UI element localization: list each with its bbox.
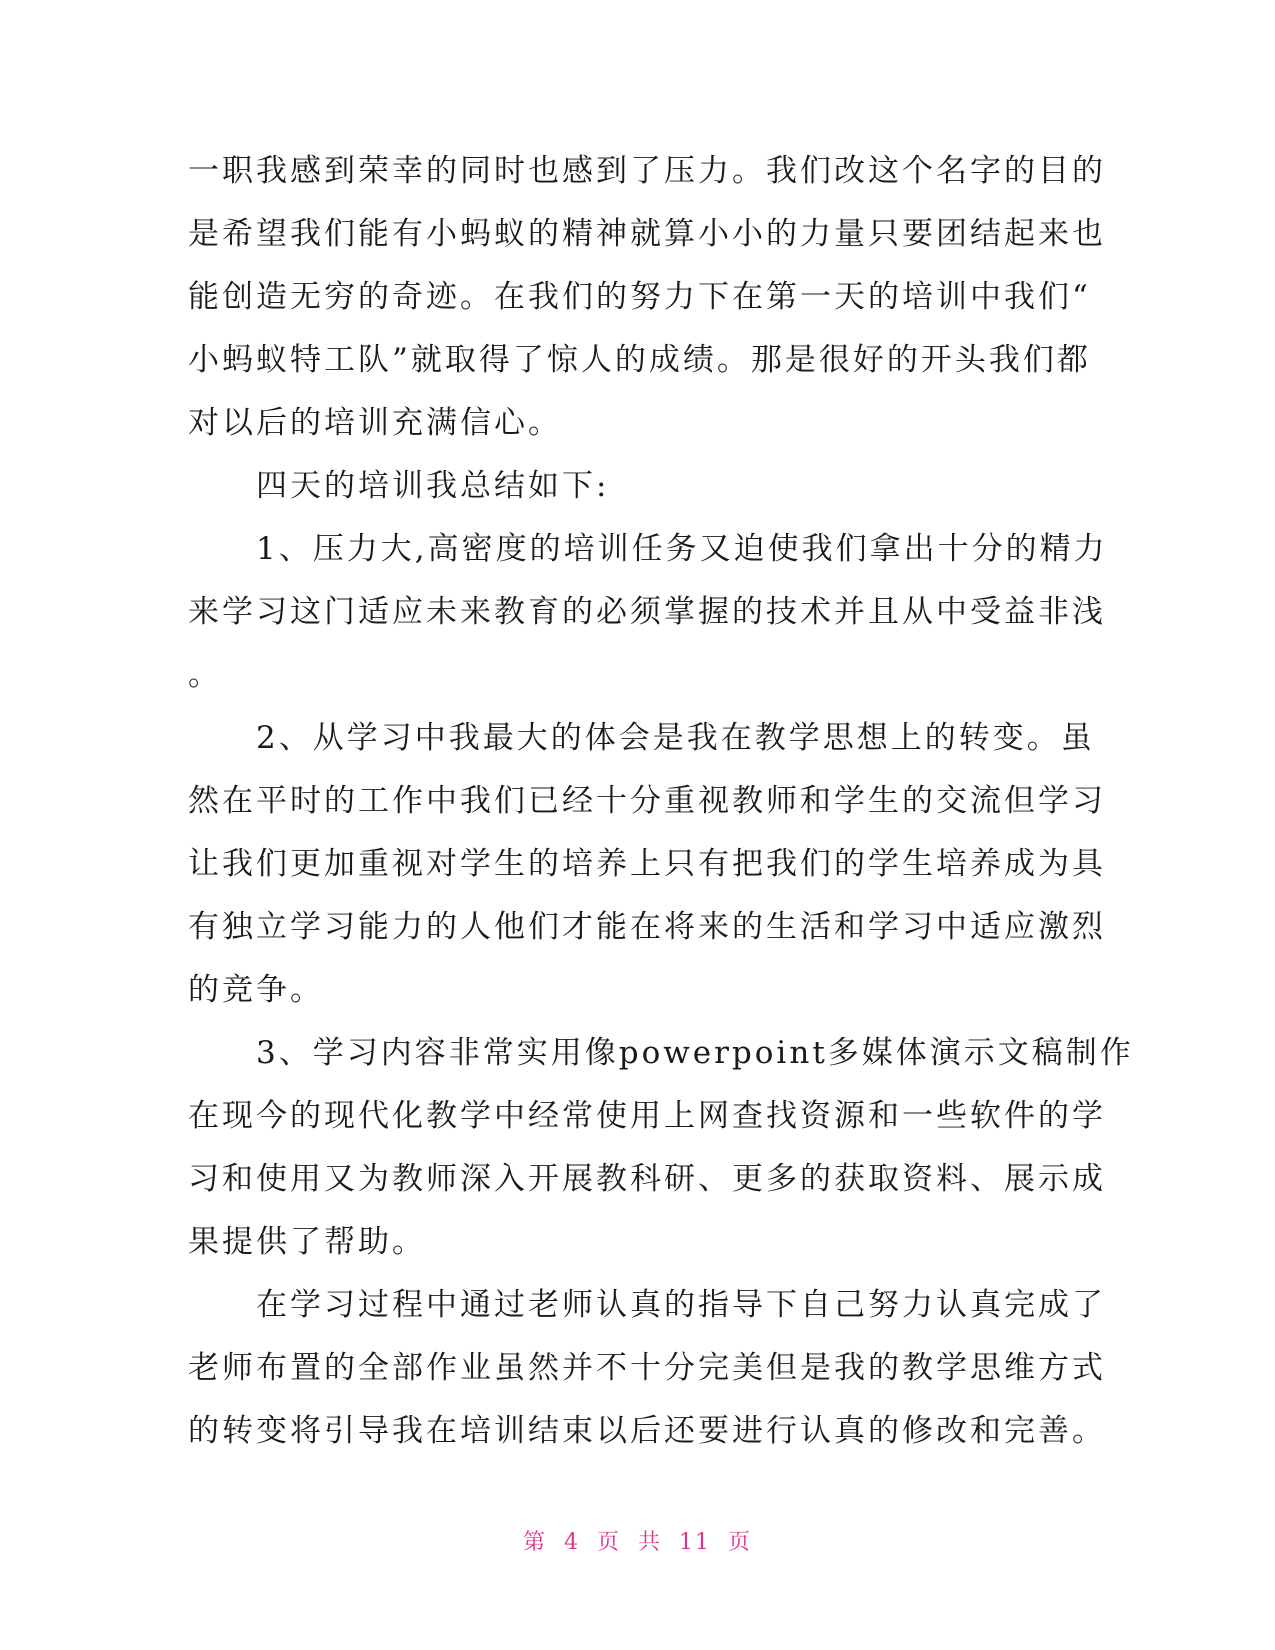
- footer-total-pages: 11: [679, 1530, 712, 1555]
- text-line-8: 来学习这门适应未来教育的必须掌握的技术并且从中受益非浅: [188, 594, 1106, 630]
- text-line-4: 小蚂蚁特工队”就取得了惊人的成绩。那是很好的开头我们都: [188, 342, 1091, 378]
- text-line-18: 果提供了帮助。: [188, 1224, 426, 1260]
- footer-total-prefix: 共: [638, 1530, 663, 1555]
- text-line-16: 在现今的现代化教学中经常使用上网查找资源和一些软件的学: [188, 1098, 1106, 1134]
- text-line-2: 是希望我们能有小蚂蚁的精神就算小小的力量只要团结起来也: [188, 216, 1106, 252]
- text-line-6: 四天的培训我总结如下:: [188, 468, 610, 504]
- text-line-12: 让我们更加重视对学生的培养上只有把我们的学生培养成为具: [188, 846, 1106, 882]
- text-line-13: 有独立学习能力的人他们才能在将来的生活和学习中适应激烈: [188, 909, 1106, 945]
- text-line-15: 3、学习内容非常实用像powerpoint多媒体演示文稿制作: [188, 1035, 1134, 1071]
- footer-current-page: 4: [563, 1530, 580, 1555]
- text-line-14: 的竞争。: [188, 972, 324, 1008]
- text-line-1: 一职我感到荣幸的同时也感到了压力。我们改这个名字的目的: [188, 153, 1106, 189]
- footer-total-suffix: 页: [728, 1530, 753, 1555]
- text-line-9: 。: [188, 657, 222, 693]
- document-body: [188, 140, 1134, 1463]
- text-line-20: 老师布置的全部作业虽然并不十分完美但是我的教学思维方式: [188, 1350, 1106, 1386]
- page-footer: [0, 1525, 1275, 1556]
- text-line-7: 1、压力大,高密度的培训任务又迫使我们拿出十分的精力: [188, 531, 1108, 567]
- text-line-3: 能创造无穷的奇迹。在我们的努力下在第一天的培训中我们“: [188, 279, 1091, 315]
- footer-page-label: 页: [596, 1530, 621, 1555]
- text-line-17: 习和使用又为教师深入开展教科研、更多的获取资料、展示成: [188, 1161, 1106, 1197]
- text-line-5: 对以后的培训充满信心。: [188, 405, 562, 441]
- text-line-21: 的转变将引导我在培训结束以后还要进行认真的修改和完善。: [188, 1413, 1106, 1449]
- text-line-19: 在学习过程中通过老师认真的指导下自己努力认真完成了: [188, 1287, 1106, 1323]
- text-line-11: 然在平时的工作中我们已经十分重视教师和学生的交流但学习: [188, 783, 1106, 819]
- footer-prefix: 第: [522, 1530, 547, 1555]
- text-line-10: 2、从学习中我最大的体会是我在教学思想上的转变。虽: [188, 720, 1095, 756]
